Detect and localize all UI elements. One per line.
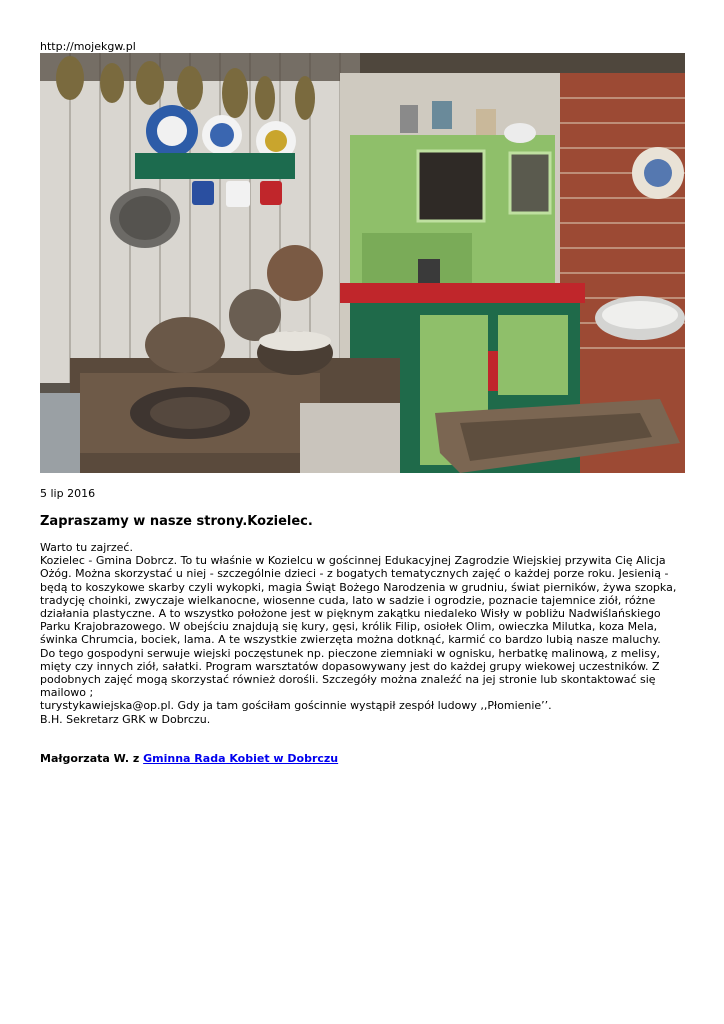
body-line: świnka Chrumcia, bociek, lama. A te wszystkie zwierzęta można dotknąć, karmić co bardzo lubią nasze maluchy. xyxy=(40,633,661,647)
body-line: działania plastyczne. A to wszystko położone jest w pięknym zakątku niedaleko Wisły w pobliżu Nadwiślańskiego xyxy=(40,607,661,621)
body-line: Warto tu zajrzeć. xyxy=(40,541,133,554)
body-line: Do tego gospodyni serwuje wiejski poczęstunek np. pieczone ziemniaki w ognisku, herbatkę malinową, z melisy, xyxy=(40,646,660,660)
body-line: B.H. Sekretarz GRK w Dobrczu. xyxy=(40,712,211,726)
body-line: turystykawiejska@op.pl. Gdy ja tam gościłam gościnnie wystąpił zespół ludowy ,,Płomienie’’. xyxy=(40,699,552,713)
page-url: http://mojekgw.pl xyxy=(40,40,136,53)
body-line: tradycję choinki, zwyczaje wielkanocne, wiosenne cuda, lato w sadzie i ogrodzie, poznacie tajemnice ziół, różne xyxy=(40,593,656,607)
body-line: mailowo ; xyxy=(40,686,94,700)
body-line: Parku Krajobrazowego. W obejściu znajdują się kury, gęsi, królik Filip, osiołek Olim, owieczka Milutka, koza Mela, xyxy=(40,620,658,634)
body-line: podobnych zajęć mogą skorzystać również dorośli. Szczegóły można znaleźć na jej stronie lub skontaktować się xyxy=(40,673,656,687)
post-author xyxy=(40,752,338,765)
post-date: 5 lip 2016 xyxy=(40,487,96,500)
post-body xyxy=(40,541,690,726)
article-photo xyxy=(40,53,685,473)
body-line: mięty czy innych ziół, sałatki. Program warsztatów dopasowywany jest do każdej grupy wiekowej uczestników. Z xyxy=(40,659,660,673)
author-name: Małgorzata W. z xyxy=(40,752,144,765)
post-title: Zapraszamy w nasze strony.Kozielec. xyxy=(40,514,313,529)
author-group-link[interactable]: Gminna Rada Kobiet w Dobrczu xyxy=(143,752,339,765)
body-line: Kozielec - Gmina Dobrcz. To tu właśnie w Kozielcu w gościnnej Edukacyjnej Zagrodzie Wiejskiej przywita Cię Alicja xyxy=(40,554,666,568)
body-line: Ożóg. Można skorzystać u niej - szczególnie dzieci - z bogatych tematycznych zajęć o każdej porze roku. Jesienią - xyxy=(40,567,669,581)
body-line: będą to koszykowe skarby czyli wykopki, magia Świąt Bożego Narodzenia w grudniu, świat pierników, żywa szopka, xyxy=(40,580,677,594)
